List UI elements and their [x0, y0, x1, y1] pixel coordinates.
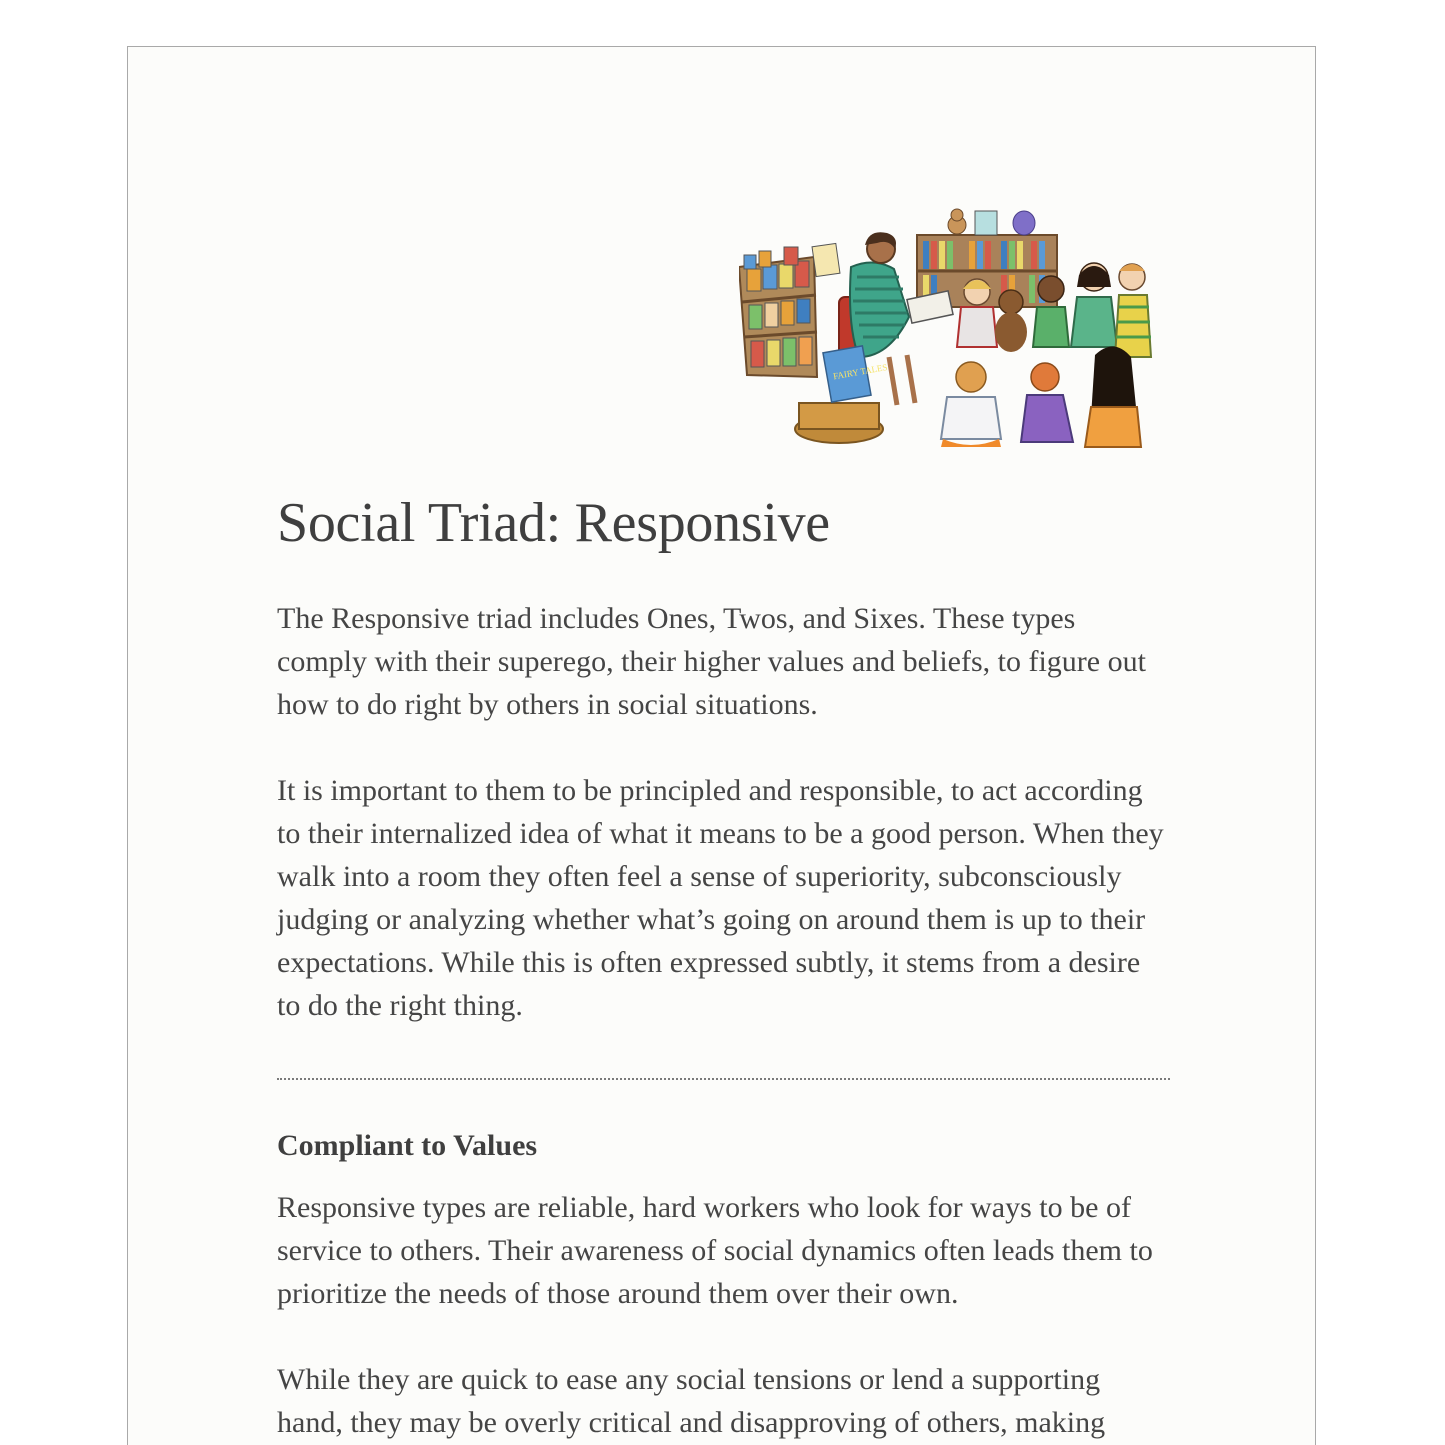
dotted-divider [277, 1078, 1170, 1080]
section-paragraph: While they are quick to ease any social tensions or lend a supporting hand, they may be overly critical and disapproving of others, making [277, 1363, 1106, 1439]
book-cover-title: FAIRY TALES [832, 361, 889, 382]
intro-paragraph: The Responsive triad includes Ones, Twos, and Sixes. These types comply with their superego, their higher values and beliefs, to figure out how to do right by others in social situations. [277, 602, 1146, 721]
section-heading: Compliant to Values [277, 1129, 538, 1162]
section-paragraph: Responsive types are reliable, hard workers who look for ways to be of service to others. Their awareness of social dynamics often leads them to prioritize the needs of those around them over their own. [277, 1191, 1153, 1310]
page-title: Social Triad: Responsive [277, 492, 830, 554]
children-group [941, 263, 1151, 447]
document-content [277, 487, 1172, 1444]
storytime-illustration [739, 207, 1164, 452]
intro-paragraph: It is important to them to be principled and responsible, to act according to their internalized idea of what it means to be a good person. When they walk into a room they often feel a sense of superiority, subconsciously judging or analyzing whether what’s going on around them is up to their expectations. While this is often expressed subtly, it stems from a desire to do the right thing. [277, 774, 1164, 1022]
document-page [127, 46, 1316, 1445]
